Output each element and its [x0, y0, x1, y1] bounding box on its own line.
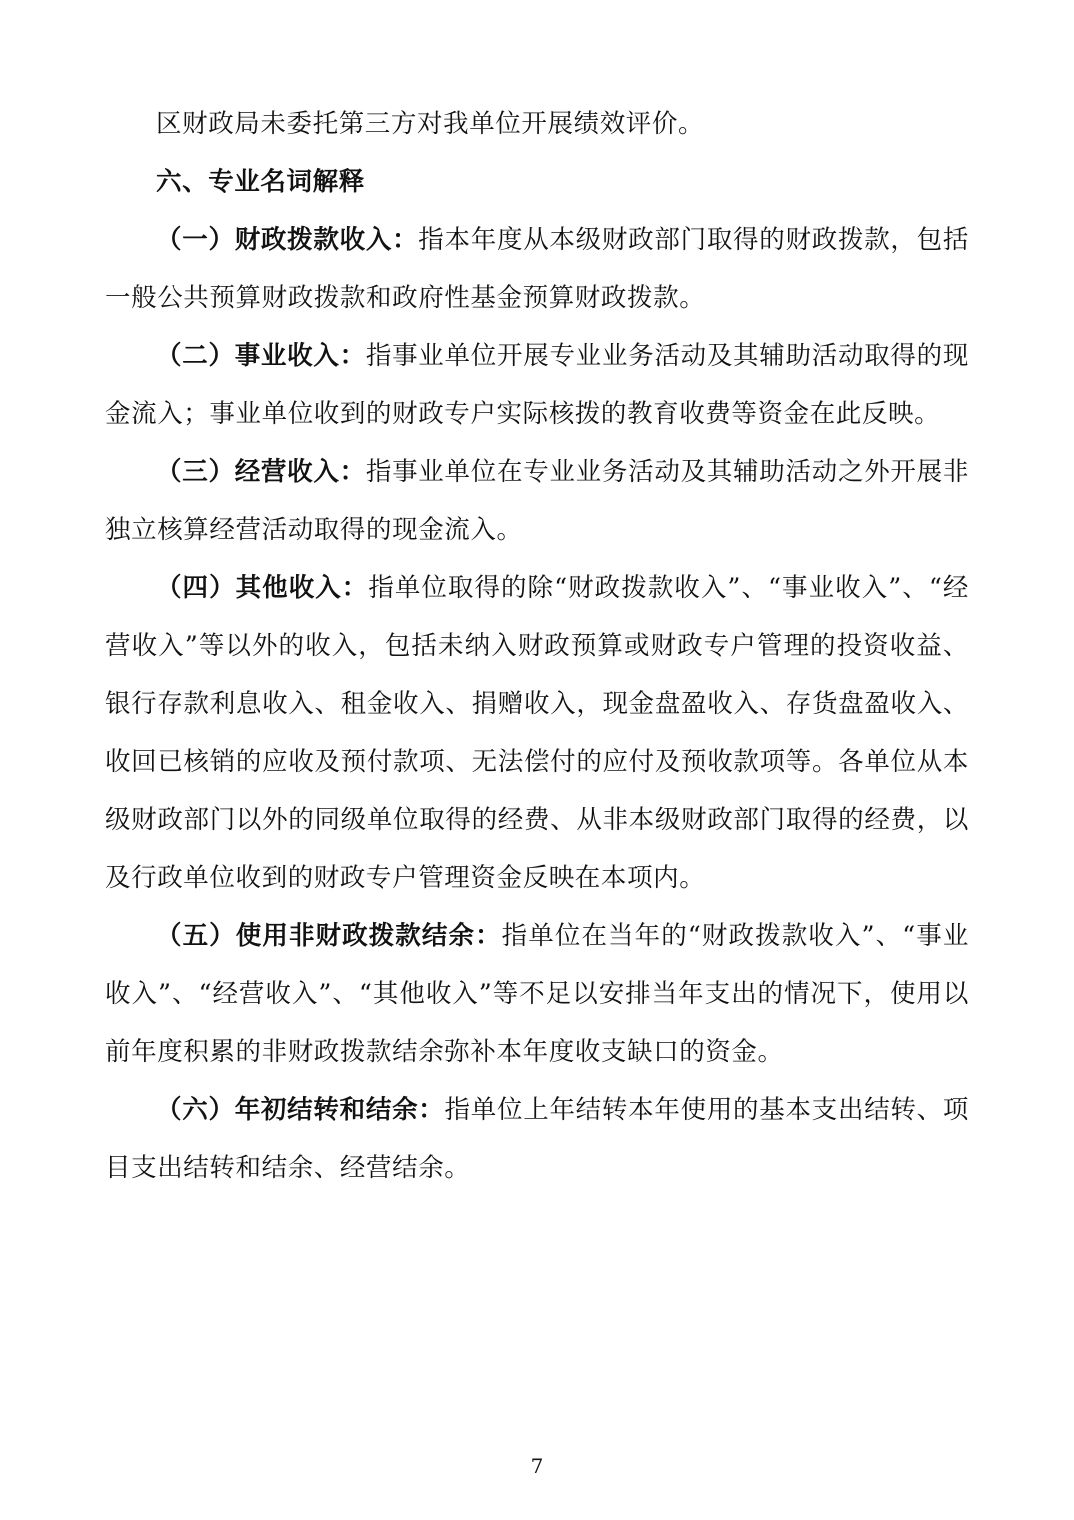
term-item-3: [105, 443, 969, 559]
term-label-5: （五）使用非财政拨款结余：: [156, 921, 502, 951]
term-item-2: [105, 327, 969, 443]
term-label-2: （二）事业收入：: [156, 341, 366, 371]
paragraph-intro: 区财政局未委托第三方对我单位开展绩效评价。: [156, 109, 705, 139]
term-text-3: 指事业单位在专业业务活动及其辅助活动之外开展非独立核算经营活动取得的现金流入。: [105, 457, 969, 545]
page-number: 7: [530, 1454, 544, 1478]
term-label-4: （四）其他收入：: [156, 573, 369, 603]
section-heading-six: 六、专业名词解释: [156, 167, 365, 197]
term-item-1: [105, 211, 969, 327]
document-body: [105, 95, 969, 1197]
term-text-6: 指单位上年结转本年使用的基本支出结转、项目支出结转和结余、经营结余。: [105, 1095, 969, 1183]
term-label-1: （一）财政拨款收入：: [156, 225, 419, 255]
term-label-6: （六）年初结转和结余：: [156, 1095, 445, 1125]
term-item-5: [105, 907, 969, 1081]
term-label-3: （三）经营收入：: [156, 457, 366, 487]
term-text-4: 指单位取得的除“财政拨款收入”、“事业收入”、“经营收入”等以外的收入，包括未纳入财政预算或财政专户管理的投资收益、银行存款利息收入、租金收入、捐赠收入，现金盘盈收入、存货盘盈收入、收回已核销的应收及预付款项、无法偿付的应付及预收款项等。各单位从本级财政部门以外的同级单位取得的经费、从非本级财政部门取得的经费，以及行政单位收到的财政专户管理资金反映在本项内。: [105, 573, 969, 893]
term-text-5: 指单位在当年的“财政拨款收入”、“事业收入”、“经营收入”、“其他收入”等不足以安排当年支出的情况下，使用以前年度积累的非财政拨款结余弥补本年度收支缺口的资金。: [105, 921, 969, 1067]
term-text-1: 指本年度从本级财政部门取得的财政拨款，包括一般公共预算财政拨款和政府性基金预算财政拨款。: [105, 225, 969, 313]
term-text-2: 指事业单位开展专业业务活动及其辅助活动取得的现金流入；事业单位收到的财政专户实际核拨的教育收费等资金在此反映。: [105, 341, 969, 429]
term-item-4: [105, 559, 969, 907]
term-item-6: [105, 1081, 969, 1197]
